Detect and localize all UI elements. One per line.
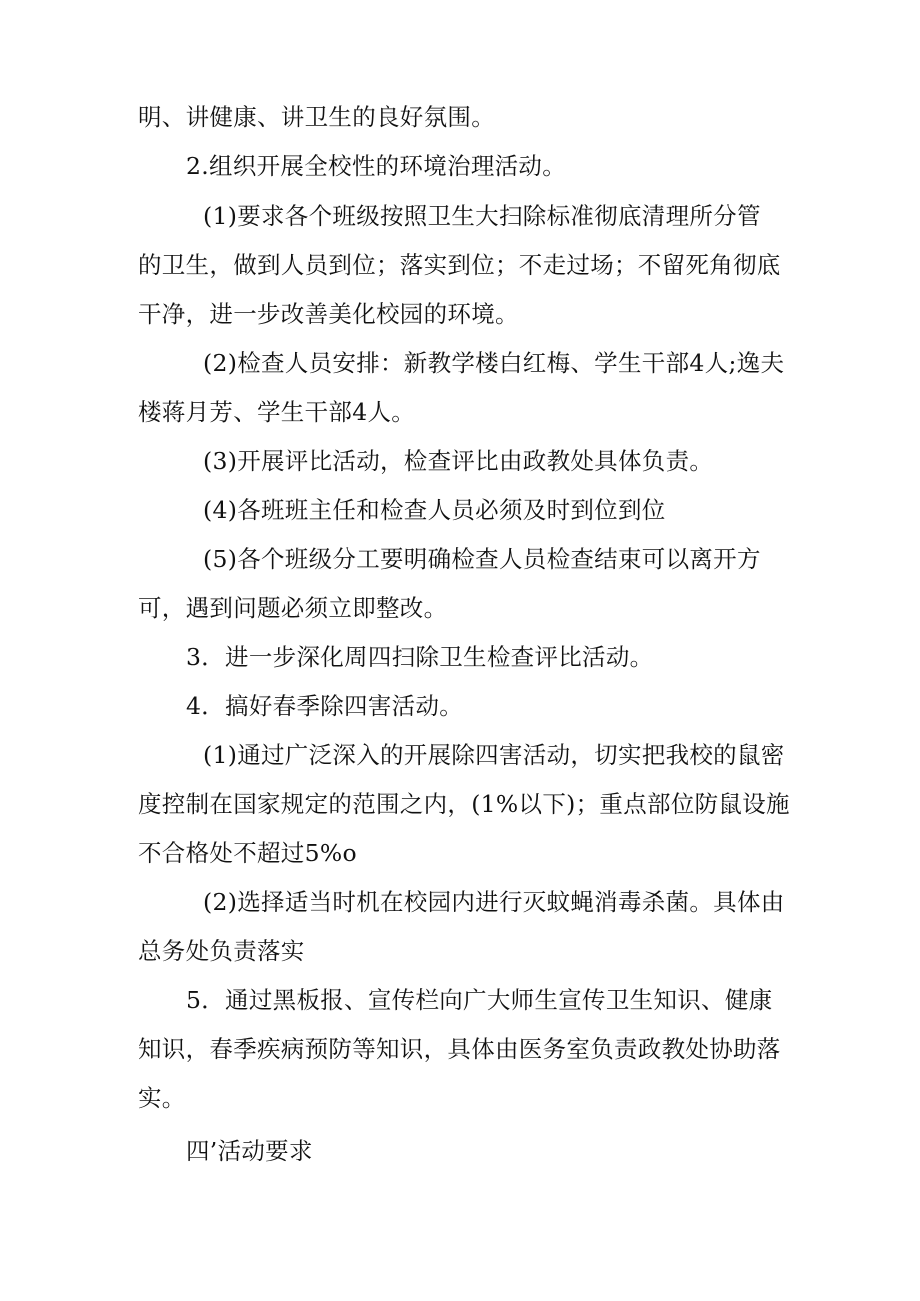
text-line: (1)要求各个班级按照卫生大扫除标准彻底清理所分管 xyxy=(203,202,761,230)
text-line: (2)选择适当时机在校园内进行灭蚊蝇消毒杀菌。具体由 xyxy=(203,888,785,916)
text-line: 明、讲健康、讲卫生的良好氛围。 xyxy=(138,103,495,131)
text-line: (5)各个班级分工要明确检查人员检查结束可以离开方 xyxy=(203,545,761,573)
text-line: 5．通过黑板报、宣传栏向广大师生宣传卫生知识、健康 xyxy=(186,986,773,1014)
text-line: 的卫生，做到人员到位；落实到位；不走过场；不留死角彻底 xyxy=(138,251,781,279)
text-line: 4．搞好春季除四害活动。 xyxy=(186,692,464,720)
text-line: 实。 xyxy=(138,1084,186,1112)
text-line: 度控制在国家规定的范围之内，(1%以下)；重点部位防鼠设施 xyxy=(138,790,790,818)
text-line: 可，遇到问题必须立即整改。 xyxy=(138,594,448,622)
text-line: (1)通过广泛深入的开展除四害活动，切实把我校的鼠密 xyxy=(203,741,785,769)
section-heading: 四’活动要求 xyxy=(186,1137,313,1165)
text-line: 楼蒋月芳、学生干部4人。 xyxy=(138,398,416,426)
text-line: (2)检查人员安排：新教学楼白红梅、学生干部4人;逸夫 xyxy=(203,349,785,377)
text-line: (4)各班班主任和检查人员必须及时到位到位 xyxy=(203,496,666,524)
text-line: (3)开展评比活动，检查评比由政教处具体负责。 xyxy=(203,447,714,475)
text-line: 总务处负责落实 xyxy=(138,937,305,965)
text-line: 知识，春季疾病预防等知识，具体由医务室负责政教处协助落 xyxy=(138,1035,781,1063)
text-line: 2.组织开展全校性的环境治理活动。 xyxy=(186,152,567,180)
text-line: 干净，进一步改善美化校园的环境。 xyxy=(138,300,519,328)
text-line: 3．进一步深化周四扫除卫生检查评比活动。 xyxy=(186,643,654,671)
text-line: 不合格处不超过5%o xyxy=(138,839,357,867)
